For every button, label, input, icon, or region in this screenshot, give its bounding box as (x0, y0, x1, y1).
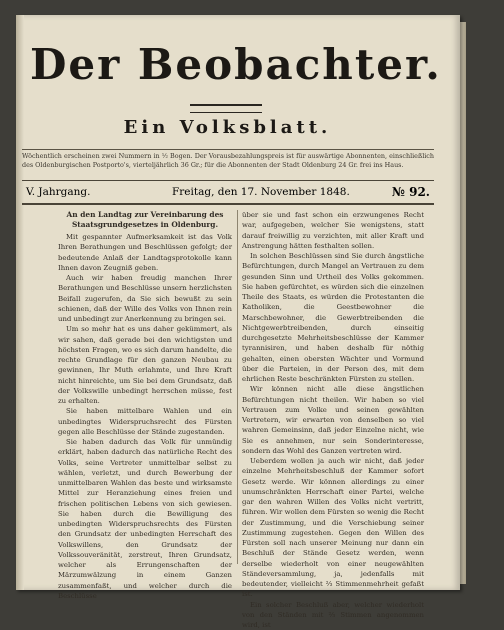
article-paragraph: Sie haben mittelbare Wahlen und ein unbedingtes Widerspruchsrecht des Fürsten gegen alle Beschlüsse der Stände zugestanden. (58, 406, 232, 437)
issue-number: № 92. (392, 181, 430, 203)
article-paragraph: Mit gespannter Aufmerksamkeit ist das Volk Ihren Berathungen und Beschlüssen gefolgt; der bedeutende Anlaß der Landtagsprotokolle kann Ihnen davon Zeugniß geben. (58, 232, 232, 273)
masthead-title: Der Beobachter. (30, 40, 425, 89)
article-paragraph: Um so mehr hat es uns daher gekümmert, als wir sahen, daß gerade bei den wichtigsten und höchsten Fragen, wo es sich darum handelte, die rechte Grundlage für den ganzen Neubau zu gewinnen, Ihr Muth erlahmte, und Ihre Kraft nicht hinreichte, um Sie bei dem Grundsatz, daß der Volkswille unbedingt herrschen müsse, fest zu erhalten. (58, 324, 232, 406)
page-edge (460, 22, 466, 584)
subscription-notice: Wöchentlich erscheinen zwei Nummern in ½ Bogen. Der Vorausbezahlungspreis ist für auswärtige Abonnenten, einschließlich des Oldenburgischen Postporto's, vierteljährlich 36 Gr.; für die Abonnenten der Stadt Oldenburg 24 Gr. frei ins Haus. (22, 149, 434, 170)
masthead-subtitle: Ein Volksblatt. (30, 117, 425, 138)
issue-line (22, 180, 434, 205)
article-paragraph: Wir können nicht alle diese ängstlichen Befürchtungen nicht theilen. Wir haben so viel Vertrauen zum Volke und seinen gewählten Vertretern, wir erwarten von denselben so viel wahren Gemeinsinn, daß jeder Einzelne nicht, wie Sie es annehmen, nur sein Sonderinteresse, sondern das Wohl des Ganzen vertreten wird. (242, 384, 424, 456)
article-paragraph: Sie haben dadurch das Volk für unmündig erklärt, haben dadurch das natürliche Recht des Volks, seine Vertreter unmittelbar selbst zu wählen, verletzt, und durch Bewerbung der unmittelbaren Wahlen das beste und wirksamste Mittel zur Heranziehung eines freien und frischen politischen Lebens von sich gewiesen. Sie haben durch die Bewilligung des unbedingten Widerspruchsrechts des Fürsten den Grundsatz der unbedingten Herrschaft des Volkswillens, den Grundsatz der Volkssouveränität, zerstreut, Ihren Grundsatz, welcher als Errungenschaften der Märzumwälzung in einem Ganzen zusammenfaßt, und welcher durch die Beschlüsse (58, 437, 232, 601)
article-headline: An den Landtag zur Vereinbarung des Staatsgrundgesetzes in Oldenburg. (58, 210, 232, 230)
volume-label: V. Jahrgang. (26, 181, 90, 203)
masthead-ornament (190, 104, 262, 113)
article-paragraph: Ueberdem wollen ja auch wir nicht, daß jeder einzelne Mehrheitsbeschluß der Kammer sofort Gesetz werde. Wir können allerdings zu einer unumschränkten Herrschaft einer Partei, welche gar den wahren Willen des Volks nicht vertritt, führen. Wir wollen dem Fürsten so wenig die Recht der Zustimmung, und die Verschiebung seiner Zustimmung zugestehen. Gegen den Willen des Fürsten soll nach unserer Meinung nur dann ein Beschluß der Stände Gesetz werden, wenn derselbe wiederholt von einer neugewählten Ständeversammlung, ja, jedenfalls mit bedeutender, vielleicht ⅔ Stimmenmehrheit gefaßt ist. (242, 456, 424, 600)
article-paragraph: In solchen Beschlüssen sind Sie durch ängstliche Befürchtungen, durch Mangel an Vertrauen zu dem gesunden Sinn und Urtheil des Volks gekommen. Sie haben gefürchtet, es würden sich die einzelnen Theile des Staats, es würden die Protestanten die Katholiken, die Geestbewohner die Marschbewohner, die Gewerbtreibenden die Nichtgewerbtreibenden, durch einseitig durchgesetzte Mehrheitsbeschlüsse der Kammer tyrannisiren, und haben deshalb für nöthig gehalten, einen obersten Wächter und Vormund über die Parteien, in der Person des, mit dem ehrlichen Reste beschränkten Fürsten zu stellen. (242, 251, 424, 384)
binding-spine (16, 15, 24, 590)
article-column-left (58, 210, 232, 601)
article-paragraph: Ein solcher Beschluß aber, welcher wiederholt von den Ständen mit ⅔ Stimmen angenommen wird, ist (242, 600, 424, 630)
article-paragraph: über sie und fast schon ein erzwungenes Recht war, aufgegeben, welcher Sie wenigstens, statt darauf freiwillig zu verzichten, mit aller Kraft und Anstrengung hätten festhalten sollen. (242, 210, 424, 251)
column-divider (237, 210, 238, 564)
article-column-right (242, 210, 424, 630)
article-paragraph: Auch wir haben freudig manchen Ihrer Berathungen und Beschlüsse unsern herzlichsten Beifall zugerufen, da Sie sich bewußt zu sein schienen, daß der Wille des Volks von Ihnen rein und unbedingt zur Anerkennung zu bringen sei. (58, 273, 232, 324)
issue-date: Freitag, den 17. November 1848. (172, 181, 350, 203)
